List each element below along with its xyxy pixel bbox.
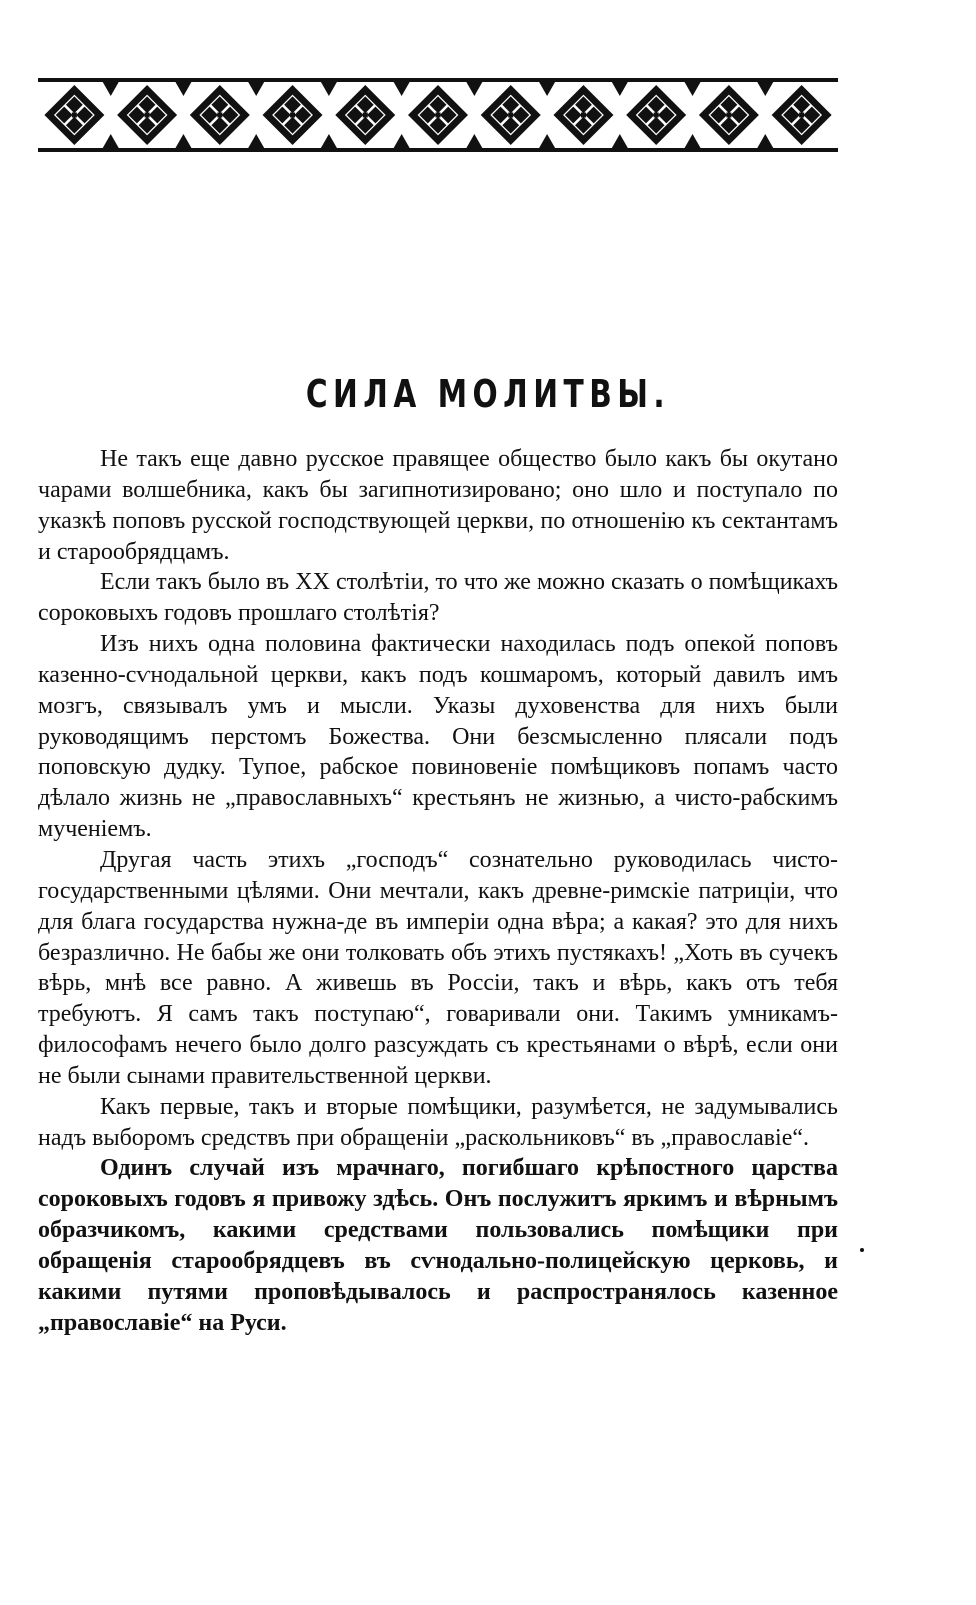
paragraph-5: Какъ первые, такъ и вторые помѣщики, разумѣется, не задумывались надъ выборомъ средствъ при обращеніи „раскольниковъ“ въ „православіе“. [38, 1093, 838, 1151]
ornament-diamond [190, 82, 264, 148]
ornament-diamond [408, 82, 482, 148]
ornament-diamond [699, 82, 773, 148]
ornament-diamond [335, 82, 409, 148]
ornamental-header-band [38, 76, 838, 154]
paragraph-2: Если такъ было въ XX столѣтіи, то что же можно сказать о помѣщикахъ сороковыхъ годовъ прошлаго столѣтія? [38, 569, 838, 627]
paragraph-4: Другая часть этихъ „господъ“ сознательно руководилась чисто-государственными цѣлями. Они мечтали, какъ древне-римскіе патриціи, что для блага государства нужна-де въ имперіи одна вѣра; а какая? это для нихъ безразлично. Не бабы же они толковать объ этихъ пустякахъ! „Хоть въ сучекъ вѣрь, мнѣ все равно. А живешь въ Россіи, такъ и вѣрь, какъ отъ тебя требуютъ. Я самъ такъ поступаю“, говаривали они. Такимъ умникамъ-философамъ нечего было долго разсуждать съ крестьянами о вѣрѣ, если они не были сынами правительственной церкви. [38, 846, 838, 1089]
ornament-diamond [44, 82, 118, 148]
paragraph-1: Не такъ еще давно русское правящее общество было какъ бы окутано чарами волшебника, какъ бы загипнотизировано; оно шло и поступало по указкѣ поповъ русской господствующей церкви, по отношенію къ сектантамъ и старообрядцамъ. [38, 446, 838, 565]
ornament-diamond [263, 82, 337, 148]
paragraph-6: Одинъ случай изъ мрачнаго, погибшаго крѣпостного царства сороковыхъ годовъ я привожу здѣсь. Онъ послужитъ яркимъ и вѣрнымъ образчикомъ, какими средствами пользовались помѣщики при обращенія старообрядцевъ въ сѵнодально-полицейскую церковь, и какими путями проповѣдывалось и распространялось казенное „православіе“ на Руси. [38, 1155, 838, 1336]
body-text [38, 444, 838, 1338]
ornament-diamond [772, 85, 832, 145]
paragraph-3: Изъ нихъ одна половина фактически находилась подъ опекой поповъ казенно-сѵнодальной церкви, какъ подъ кошмаромъ, который давилъ имъ мозгъ, связывалъ умъ и мысли. Указы духовенства для нихъ были руководящимъ перстомъ Божества. Они безсмысленно плясали подъ поповскую дудку. Тупое, рабское повиновеніе помѣщиковъ попамъ часто дѣлало жизнь не „православныхъ“ крестьянъ не жизнью, а чисто-рабскимъ мученіемъ. [38, 631, 838, 843]
ornament-diamond [117, 82, 191, 148]
stray-ink-dot [860, 1248, 864, 1252]
ornament-diamond [626, 82, 700, 148]
chapter-title: СИЛА МОЛИТВЫ. [305, 372, 671, 416]
ornament-diamond [553, 82, 627, 148]
ornament-diamond [481, 82, 555, 148]
